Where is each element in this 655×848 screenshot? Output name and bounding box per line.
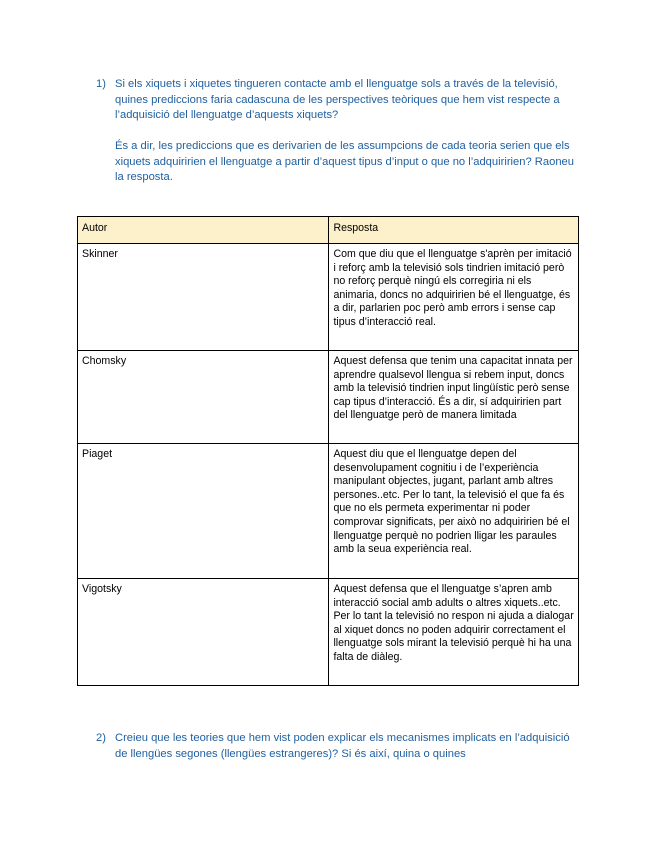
question-1-text: Si els xiquets i xiquetes tingueren contacte amb el llenguatge sols a través de la televisió, quines prediccions faria cadascuna de les perspectives teòriques que hem vist respecte a l’adquisició del llenguatge d’aquests xiquets? (115, 78, 560, 122)
table-row (78, 351, 579, 444)
question-1-clarification: És a dir, les prediccions que es derivarien de les assumpcions de cada teoria serien que els xiquets adquiririen el llenguatge a partir d’aquest tipus d’input o que no l’adquiririen? Raoneu la resposta. (115, 140, 574, 184)
table-header-row (78, 217, 579, 244)
table-row (78, 579, 579, 686)
answer-cell: Aquest defensa que el llenguatge s’apren amb interacció social amb adults o altres xiquets..etc. Per lo tant la televisió no respon ni ajuda a dialogar al xiquet doncs no poden adquirir correctament el llenguatge sols mirant la televisió perquè hi ha una falta de diàleg. (329, 579, 579, 686)
answers-table (77, 216, 579, 686)
answer-cell: Aquest defensa que tenim una capacitat innata per aprendre qualsevol llengua si rebem input, doncs amb la televisió tindrien input lingüístic però sense cap tipus d’interacció. És a dir, sí adquiririen part del llenguatge però de manera limitada (329, 351, 579, 444)
table-row (78, 444, 579, 579)
table-row (78, 244, 579, 351)
answer-cell: Com que diu que el llenguatge s'aprèn per imitació i reforç amb la televisió sols tindrien imitació però no reforç perquè ningú els corregiria ni els animaria, doncs no adquiririen bé el llenguatge, és a dir, parlarien poc però amb errors i sense cap tipus d’interacció real. (329, 244, 579, 351)
question-1-number: 1) (96, 78, 106, 90)
header-author: Autor (78, 217, 329, 244)
question-2-number: 2) (96, 732, 106, 744)
author-cell: Chomsky (78, 351, 329, 444)
author-cell: Skinner (78, 244, 329, 351)
author-cell: Piaget (78, 444, 329, 579)
author-cell: Vigotsky (78, 579, 329, 686)
answer-cell: Aquest diu que el llenguatge depen del desenvolupament cognitiu i de l’experiència manipulant objectes, jugant, parlant amb altres persones..etc. Per lo tant, la televisió el que fa és que no els permeta experimentar ni poder comprovar significats, per això no adquiririen bé el llenguatge perquè no podrien lligar les paraules amb la seua experiència real. (329, 444, 579, 579)
question-2-text: Creieu que les teories que hem vist poden explicar els mecanismes implicats en l’adquisició de llengües segones (llengües estrangeres)? Si és així, quina o quines (115, 732, 570, 760)
header-answer: Resposta (329, 217, 579, 244)
